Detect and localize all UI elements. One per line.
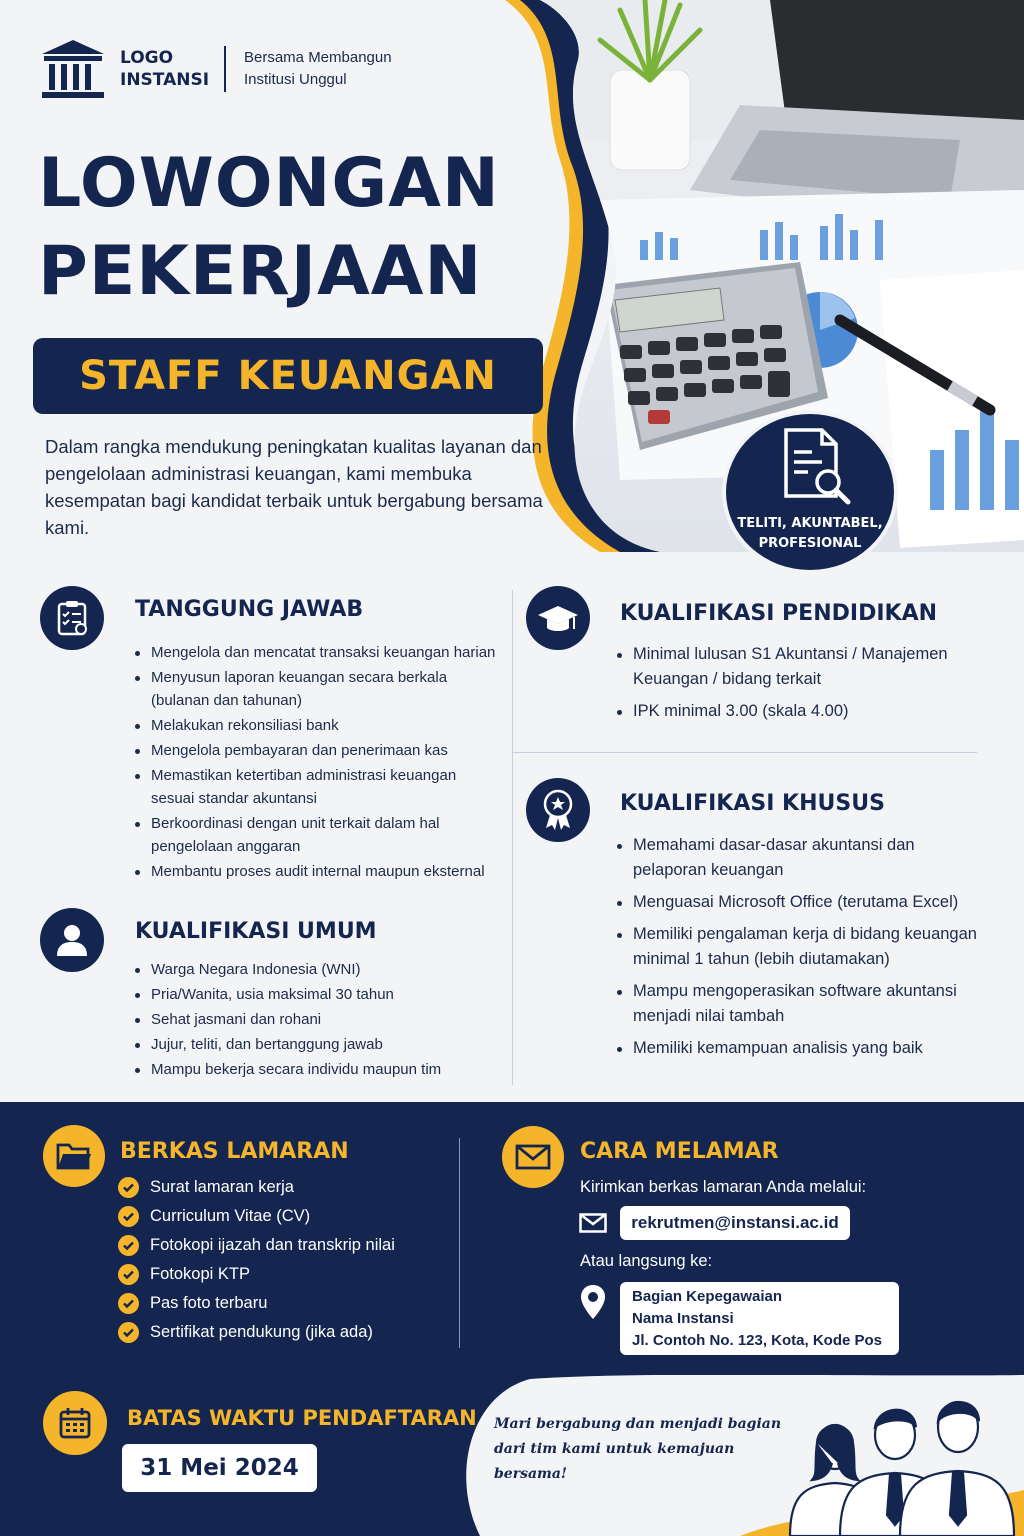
document-item-text: Fotokopi ijazah dan transkrip nilai — [150, 1236, 395, 1254]
address-line1: Bagian Kepegawaian — [632, 1288, 783, 1305]
responsibilities-list — [133, 641, 503, 885]
responsibility-item-text: Memastikan ketertiban administrasi keuangan sesuai standar akuntansi — [151, 767, 457, 807]
logo-line2: INSTANSI — [120, 70, 210, 90]
responsibility-item-text: Mengelola dan mencatat transaksi keuangan harian — [151, 644, 496, 661]
graduation-cap-icon — [526, 586, 590, 650]
responsibility-item-text: Membantu proses audit internal maupun eksternal — [151, 863, 485, 880]
responsibility-item — [133, 666, 503, 712]
document-item-text: Sertifikat pendukung (jika ada) — [150, 1323, 373, 1341]
check-icon — [118, 1293, 139, 1314]
general-item — [133, 1033, 503, 1056]
title-line1: LOWONGAN — [38, 144, 500, 223]
band-divider — [459, 1138, 460, 1348]
document-item — [118, 1293, 438, 1314]
responsibility-item-text: Melakukan rekonsiliasi bank — [151, 717, 339, 734]
check-icon — [118, 1235, 139, 1256]
general-item-text: Warga Negara Indonesia (WNI) — [151, 961, 361, 978]
intro-text: Dalam rangka mendukung peningkatan kualitas layanan dan pengelolaan administrasi keuangan, kami membuka kesempatan bagi kandidat terbaik untuk bergabung bersama kami. — [45, 436, 543, 538]
deadline-date: 31 Mei 2024 — [122, 1444, 317, 1492]
special-item — [615, 979, 985, 1029]
values-badge — [722, 410, 898, 574]
general-item-text: Sehat jasmani dan rohani — [151, 1011, 322, 1028]
address-box — [620, 1282, 899, 1355]
position-title: STAFF KEUANGAN — [79, 353, 497, 399]
document-item — [118, 1264, 438, 1285]
award-ribbon-icon — [526, 778, 590, 842]
general-item — [133, 1058, 503, 1081]
general-item — [133, 983, 503, 1006]
responsibilities-title: TANGGUNG JAWAB — [135, 597, 364, 622]
general-item — [133, 1008, 503, 1031]
special-item-text: Memiliki kemampuan analisis yang baik — [633, 1039, 923, 1057]
education-item-text: IPK minimal 3.00 (skala 4.00) — [633, 702, 849, 720]
check-icon — [118, 1322, 139, 1343]
special-item-text: Memiliki pengalaman kerja di bidang keuangan minimal 1 tahun (lebih diutamakan) — [633, 925, 977, 968]
responsibility-item-text: Mengelola pembayaran dan penerimaan kas — [151, 742, 448, 759]
closing-slogan — [494, 1412, 794, 1487]
documents-title: BERKAS LAMARAN — [120, 1139, 349, 1164]
responsibility-item — [133, 812, 503, 858]
position-banner — [33, 338, 543, 414]
calendar-icon — [43, 1391, 107, 1455]
responsibility-item — [133, 641, 503, 664]
document-item — [118, 1235, 438, 1256]
general-item-text: Jujur, teliti, dan bertanggung jawab — [151, 1036, 383, 1053]
responsibility-item — [133, 764, 503, 810]
address-line3: Jl. Contoh No. 123, Kota, Kode Pos — [632, 1332, 883, 1349]
email-address[interactable]: rekrutmen@instansi.ac.id — [620, 1206, 850, 1240]
responsibility-item — [133, 739, 503, 762]
envelope-icon — [502, 1126, 564, 1188]
documents-list — [118, 1177, 438, 1351]
deadline-title: BATAS WAKTU PENDAFTARAN — [127, 1406, 477, 1430]
special-item-text: Mampu mengoperasikan software akuntansi menjadi nilai tambah — [633, 982, 957, 1025]
apply-title: CARA MELAMAR — [580, 1139, 779, 1164]
special-item-text: Memahami dasar-dasar akuntansi dan pelaporan keuangan — [633, 836, 915, 879]
badge-text — [734, 514, 886, 554]
title-line2: PEKERJAAN — [38, 232, 483, 311]
clipboard-checklist-icon — [40, 586, 104, 650]
responsibility-item-text: Menyusun laporan keuangan secara berkala (bulanan dan tahunan) — [151, 669, 448, 709]
document-item-text: Pas foto terbaru — [150, 1294, 268, 1312]
column-divider — [512, 590, 513, 1085]
general-item-text: Mampu bekerja secara individu maupun tim — [151, 1061, 442, 1078]
document-item — [118, 1206, 438, 1227]
badge-line1: TELITI, AKUNTABEL, — [737, 516, 883, 531]
logo-line1: LOGO — [120, 48, 174, 68]
education-title: KUALIFIKASI PENDIDIKAN — [620, 601, 938, 626]
tagline — [244, 47, 424, 91]
tagline-line1: Bersama Membangun — [244, 49, 392, 66]
logo-text — [120, 47, 220, 91]
check-icon — [118, 1206, 139, 1227]
user-icon — [40, 908, 104, 972]
education-item-text: Minimal lulusan S1 Akuntansi / Manajemen Keuangan / bidang terkait — [633, 645, 948, 688]
badge-line2: PROFESIONAL — [758, 536, 862, 551]
document-item-text: Curriculum Vitae (CV) — [150, 1207, 311, 1225]
location-pin-icon — [580, 1284, 606, 1320]
special-list — [615, 833, 985, 1068]
document-item-text: Surat lamaran kerja — [150, 1178, 294, 1196]
closing-line1: Mari bergabung dan menjadi bagian — [494, 1416, 782, 1432]
folder-icon — [43, 1125, 105, 1187]
document-item — [118, 1177, 438, 1198]
header-divider — [224, 46, 226, 92]
document-item — [118, 1322, 438, 1343]
mail-icon — [579, 1213, 607, 1233]
special-item — [615, 922, 985, 972]
special-item-text: Menguasai Microsoft Office (terutama Excel) — [633, 893, 959, 911]
page-title — [38, 140, 500, 316]
apply-send-text: Kirimkan berkas lamaran Anda melalui: — [580, 1178, 867, 1196]
header — [40, 38, 424, 100]
special-item — [615, 890, 985, 915]
responsibility-item-text: Berkoordinasi dengan unit terkait dalam hal pengelolaan anggaran — [151, 815, 440, 855]
institution-building-icon — [40, 38, 106, 100]
tagline-line2: Institusi Unggul — [244, 71, 347, 88]
document-item-text: Fotokopi KTP — [150, 1265, 250, 1283]
special-item — [615, 1036, 985, 1061]
apply-direct-text: Atau langsung ke: — [580, 1252, 713, 1270]
address-line2: Nama Instansi — [632, 1310, 734, 1327]
general-item — [133, 958, 503, 981]
general-list — [133, 958, 503, 1083]
general-title: KUALIFIKASI UMUM — [135, 919, 377, 944]
responsibility-item — [133, 714, 503, 737]
closing-line2: dari tim kami untuk kemajuan bersama! — [494, 1441, 735, 1482]
document-search-icon — [778, 426, 854, 510]
education-item — [615, 699, 955, 724]
education-item — [615, 642, 955, 692]
responsibility-item — [133, 860, 503, 883]
general-item-text: Pria/Wanita, usia maksimal 30 tahun — [151, 986, 394, 1003]
row-divider — [512, 752, 977, 753]
special-title: KUALIFIKASI KHUSUS — [620, 791, 885, 816]
education-list — [615, 642, 955, 731]
check-icon — [118, 1264, 139, 1285]
check-icon — [118, 1177, 139, 1198]
special-item — [615, 833, 985, 883]
